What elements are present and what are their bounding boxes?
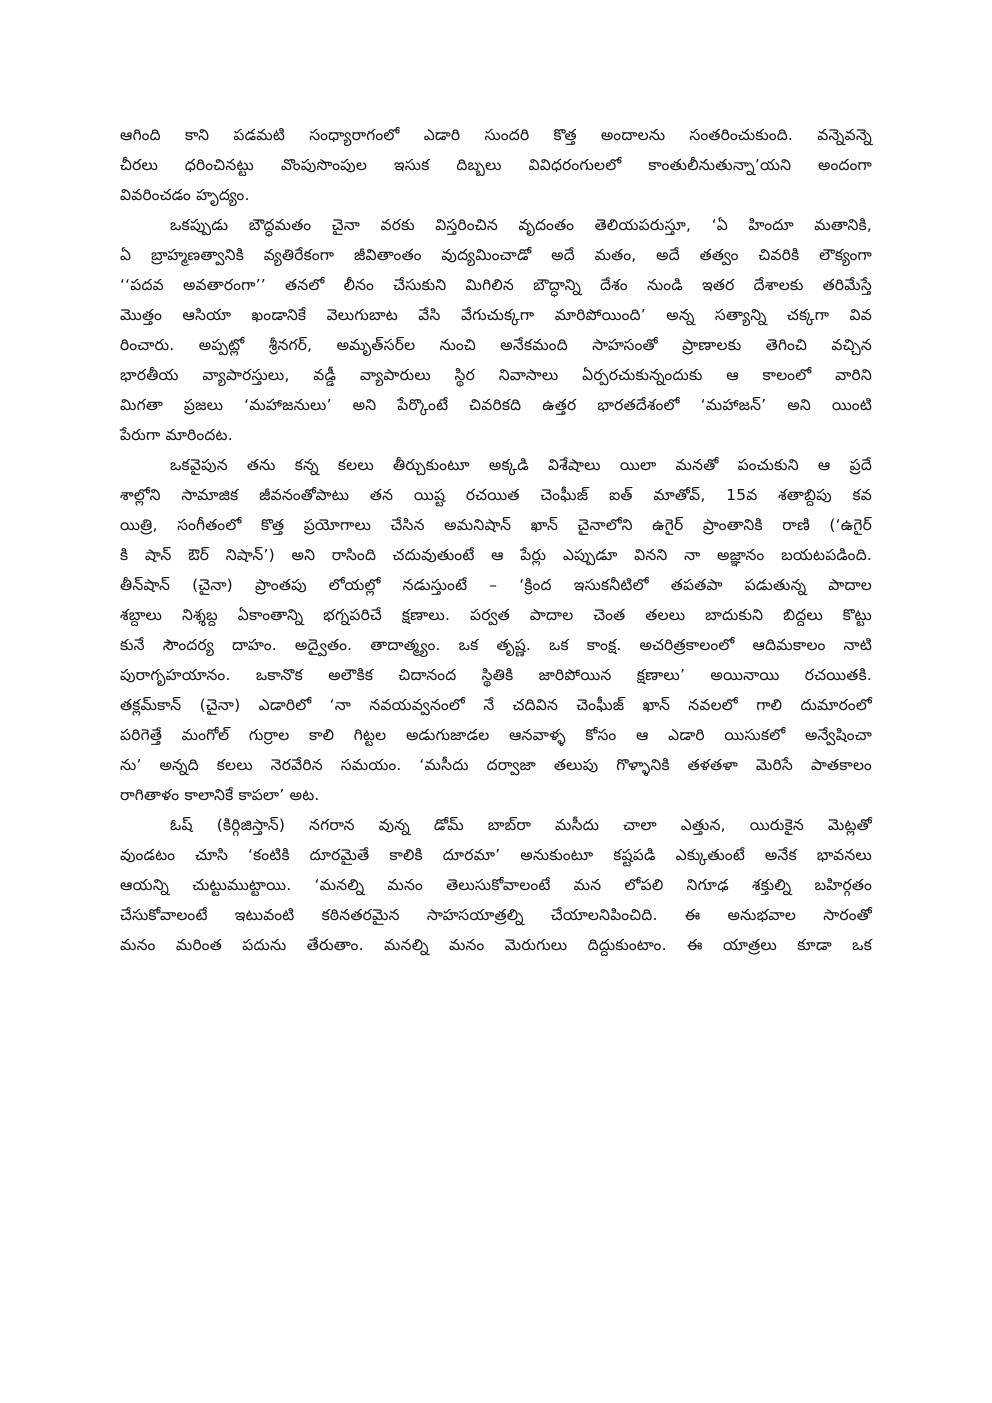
text-line: తక్లమ్‌కాన్ (చైనా) ఎడారిలో ‘నా నవయవ్వనంలో నే చదివిన చెంఘీజ్ ఖాన్ నవలలో గాలి దుమారంలో <box>120 696 872 714</box>
text-line: రాగితాళం కాలానికే కాపలా’ అట. <box>120 786 320 804</box>
text-line: చేసుకోవాలంటే ఇటువంటి కఠినతరమైన సాహసయాత్రల్ని చేయాలనిపించిది. ఈ అనుభవాల సారంతో <box>120 906 872 924</box>
text-line: భారతీయ వ్యాపారస్తులు, వడ్డీ వ్యాపారులు స్థిర నివాసాలు ఏర్పరచుకున్నందుకు ఆ కాలంలో వారిని <box>120 366 872 384</box>
text-line: శబ్దాలు నిశ్శబ్ద ఏకాంతాన్ని భగ్నపరిచే క్షణాలు. పర్వత పాదాల చెంత తలలు బాదుకుని బిద్దలు కొట్టు <box>120 606 872 624</box>
text-line: పేరుగా మారిందట. <box>120 426 233 444</box>
text-line: చీరలు ధరించినట్టు వొంపుసొంపుల ఇసుక దిబ్బలు వివిధరంగులలో కాంతులీనుతున్నా’యని అందంగా <box>120 156 872 174</box>
text-line: యిత్రి, సంగీతంలో కొత్త ప్రయోగాలు చేసిన అమనిషాన్ ఖాన్ చైనాలోని ఉగైర్ ప్రాంతానికి రాణి (‘ఉగైర్ <box>120 516 872 534</box>
text-line: ఆగింది కాని పడమటి సంధ్యారాగంలో ఎడారి సుందరి కొత్త అందాలను సంతరించుకుంది. వన్నెవన్నె <box>120 126 872 144</box>
text-line: ఒకవైపున తను కన్న కలలు తీర్చుకుంటూ అక్కడి విశేషాలు యిలా మనతో పంచుకుని ఆ ప్రదే <box>170 456 872 474</box>
text-line: ‘‘పదవ అవతారంగా’’ తనలో లీనం చేసుకుని మిగిలిన బౌద్ధాన్ని దేశం నుండి ఇతర దేశాలకు తరిమేస్తే <box>120 276 872 294</box>
text-line: కి షాన్ ఔర్ నిషాన్’) అని రాసింది చదువుతుంటే ఆ పేర్లు ఎప్పుడూ వినని నా అజ్ఞానం బయటపడింది. <box>120 546 872 564</box>
text-line: ఒకప్పుడు బౌద్ధమతం చైనా వరకు విస్తరించిన వృదంతం తెలియపరుస్తూ, ‘ఏ హిందూ మతానికి, <box>170 216 872 234</box>
text-line: పురాగృహయానం. ఒకానొక అలౌకిక చిదానంద స్థితికి జారిపోయిన క్షణాలు’ అయినాయి రచయితకి. <box>120 666 872 684</box>
paragraph-4 <box>120 810 872 960</box>
paragraph-3 <box>120 450 872 810</box>
text-line: మొత్తం ఆసియా ఖండానికే వెలుగుబాట వేసి వేగుచుక్కగా మారిపోయింది’ అన్న సత్యాన్ని చక్కగా వివ <box>120 306 872 324</box>
text-line: శాల్లోని సామాజిక జీవనంతోపాటు తన యిష్ట రచయిత చెంఘీజ్ ఐత్ మాతోవ్, 15వ శతాబ్దిపు కవ <box>120 486 872 504</box>
text-line: తీన్‌షాన్ (చైనా) ప్రాంతపు లోయల్లో నడుస్తుంటే – ‘క్రింద ఇసుకనీటిలో తపతపా పడుతున్న పాదాల <box>120 576 872 594</box>
text-line: ను’ అన్నది కలలు నెరవేరిన సమయం. ‘మసీదు దర్వాజా తలుపు గొళ్ళానికి తళతళా మెరిసే పాతకాలం <box>120 756 872 774</box>
paragraph-1 <box>120 120 872 210</box>
text-line: మనం మరింత పదును తేరుతాం. మనల్ని మనం మెరుగులు దిద్దుకుంటాం. ఈ యాత్రలు కూడా ఒక <box>120 936 872 954</box>
text-line: ఓష్ (కిర్గిజిస్తాన్) నగరాన వున్న డోమ్ బాబ్‌రా మసీదు చాలా ఎత్తున, యిరుకైన మెట్లతో <box>170 816 872 834</box>
document-page <box>120 120 872 960</box>
text-line: కునే సౌందర్య దాహం. అద్వైతం. తాదాత్మ్యం. ఒక తృష్ణ. ఒక కాంక్ష. అచరిత్రకాలంలో ఆదిమకాలం నాటి <box>120 636 872 654</box>
text-line: పరిగెత్తే మంగోల్ గుర్రాల కాలి గిట్టల అడుగుజాడల ఆనవాళ్ళ కోసం ఆ ఎడారి యిసుకలో అన్వేషించా <box>120 726 872 744</box>
text-line: రించారు. అప్పట్లో శ్రీనగర్, అమృత్‌సర్‌ల నుంచి అనేకమంది సాహసంతో ప్రాణాలకు తెగించి వచ్చిన <box>120 336 872 354</box>
text-line: వుండటం చూసి ‘కంటికి దూరమైతే కాలికి దూరమా’ అనుకుంటూ కష్టపడి ఎక్కుతుంటే అనేక భావనలు <box>120 846 872 864</box>
text-line: వివరించడం హృద్యం. <box>120 186 250 204</box>
text-line: మిగతా ప్రజలు ‘మహాజనులు’ అని పేర్కొంటే చివరికది ఉత్తర భారతదేశంలో ‘మహాజన్’ అని యింటి <box>120 396 872 414</box>
text-line: ఆయన్ని చుట్టుముట్టాయి. ‘మనల్ని మనం తెలుసుకోవాలంటే మన లోపలి నిగూఢ శక్తుల్ని బహిర్గతం <box>120 876 872 894</box>
paragraph-2 <box>120 210 872 450</box>
text-line: ఏ బ్రాహ్మణత్వానికి వ్యతిరేకంగా జీవితాంతం వుద్యమించాడో అదే మతం, అదే తత్వం చివరికి లౌక్యంగా <box>120 246 872 264</box>
